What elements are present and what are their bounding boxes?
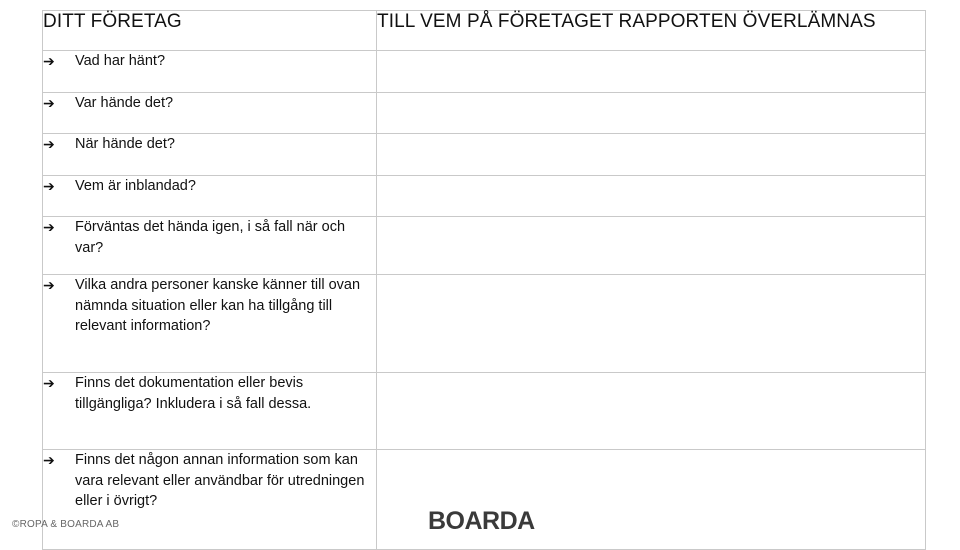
boarda-logo: BOARDA — [428, 507, 535, 535]
answer-cell[interactable] — [377, 176, 926, 217]
header-recipient: TILL VEM PÅ FÖRETAGET RAPPORTEN ÖVERLÄMNAS — [377, 11, 926, 51]
table-row — [43, 176, 926, 217]
table-row — [43, 373, 926, 450]
table-row — [43, 275, 926, 373]
question-cell — [43, 93, 377, 134]
copyright-text: ©ROPA & BOARDA AB — [12, 519, 120, 530]
answer-cell[interactable] — [377, 275, 926, 373]
arrow-icon: ➔ — [43, 375, 55, 391]
question-cell — [43, 176, 377, 217]
table-row — [43, 51, 926, 93]
question-text: Vad har hänt? — [75, 53, 166, 69]
table-row — [43, 93, 926, 134]
question-cell — [43, 450, 377, 550]
question-text: Vilka andra personer kanske känner till ovan nämnda situation eller kan ha tillgång till relevant information? — [75, 277, 361, 334]
question-text: Förväntas det hända igen, i så fall när och var? — [75, 219, 346, 256]
report-table — [42, 10, 926, 550]
question-cell — [43, 373, 377, 450]
answer-cell[interactable] — [377, 217, 926, 275]
question-cell — [43, 51, 377, 93]
question-text: Vem är inblandad? — [75, 178, 196, 194]
question-text: Finns det någon annan information som kan vara relevant eller användbar för utredningen eller i övrigt? — [75, 452, 365, 509]
arrow-icon: ➔ — [43, 452, 55, 468]
question-text: Finns det dokumentation eller bevis tillgängliga? Inkludera i så fall dessa. — [75, 375, 312, 412]
question-cell — [43, 134, 377, 176]
arrow-icon: ➔ — [43, 95, 55, 111]
question-cell — [43, 217, 377, 275]
arrow-icon: ➔ — [43, 53, 55, 69]
arrow-icon: ➔ — [43, 136, 55, 152]
table-row — [43, 217, 926, 275]
table-row — [43, 134, 926, 176]
arrow-icon: ➔ — [43, 219, 55, 235]
answer-cell[interactable] — [377, 93, 926, 134]
question-text: När hände det? — [75, 136, 175, 152]
question-cell — [43, 275, 377, 373]
arrow-icon: ➔ — [43, 277, 55, 293]
header-company: DITT FÖRETAG — [43, 11, 377, 51]
table-header-row — [43, 11, 926, 51]
answer-cell[interactable] — [377, 134, 926, 176]
answer-cell[interactable] — [377, 51, 926, 93]
question-text: Var hände det? — [75, 95, 174, 111]
answer-cell[interactable] — [377, 373, 926, 450]
arrow-icon: ➔ — [43, 178, 55, 194]
